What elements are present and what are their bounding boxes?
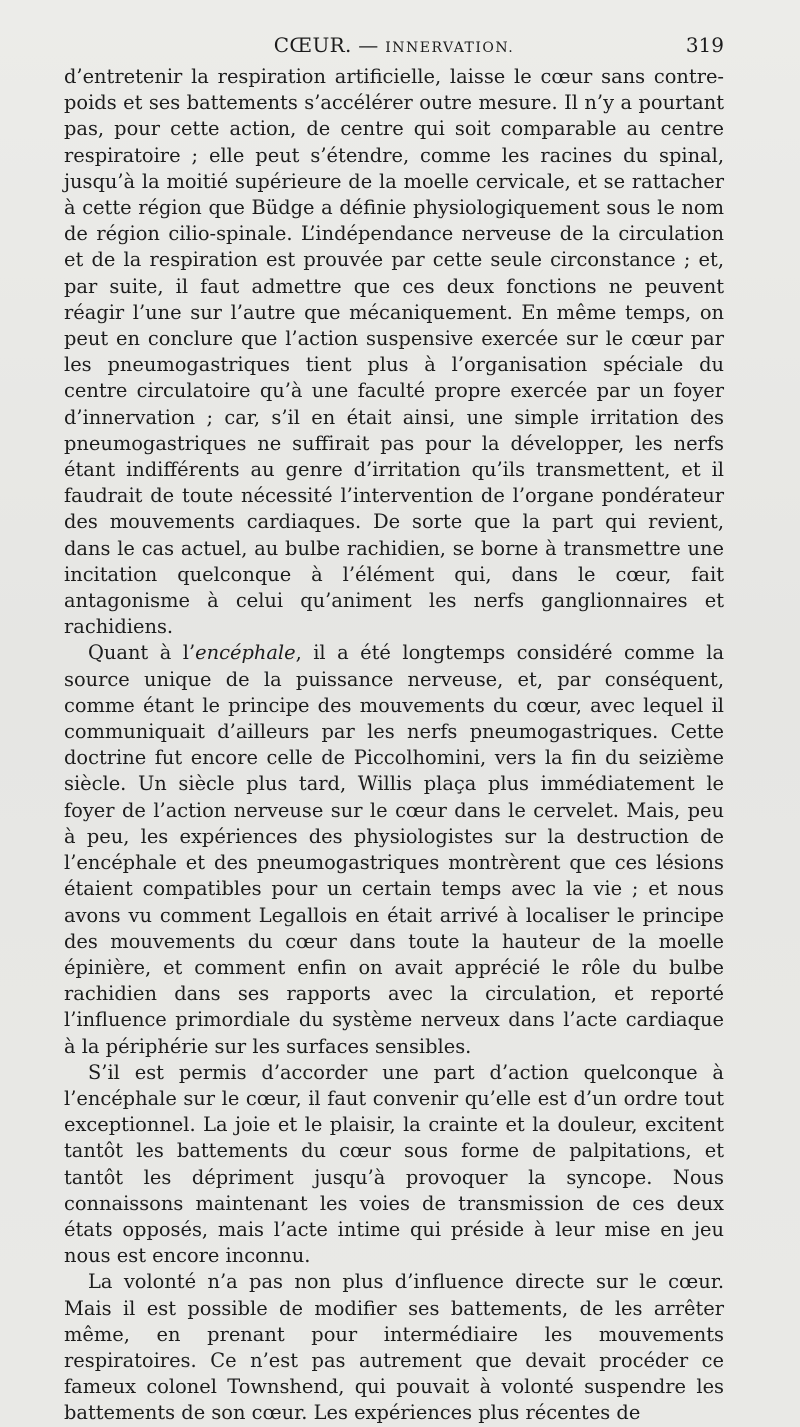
body-text <box>64 64 724 1427</box>
paragraph-4: La volonté n’a pas non plus d’influence directe sur le cœur. Mais il est possible de modifier ses battements, de les arrêter même, en prenant pour intermédiaire les mouvements respiratoires. Ce n’est pas autrement que devait procéder ce fameux colonel Townshend, qui pouvait à volonté suspendre les battements de son cœur. Les expériences plus récentes de <box>64 1270 724 1425</box>
paragraph-2-start: Quant à l’ <box>88 641 196 665</box>
paragraph-2-italic-term: encéphale <box>195 641 296 665</box>
running-title-separator: — <box>351 33 386 57</box>
paragraph-3: S’il est permis d’accorder une part d’action quelconque à l’encéphale sur le cœur, il faut convenir qu’elle est d’un ordre tout exceptionnel. La joie et le plaisir, la crainte et la douleur, excitent tantôt les battements du cœur sous forme de palpitations, et tantôt les dépriment jusqu’à provoquer la syncope. Nous connaissons maintenant les voies de transmission de ces deux états opposés, mais l’acte intime qui préside à leur mise en jeu nous est encore inconnu. <box>64 1060 724 1268</box>
paragraph-2-rest: , il a été longtemps considéré comme la source unique de la puissance nerveuse, et, par conséquent, comme étant le principe des mouvements du cœur, avec lequel il communiquait d’ailleurs par les nerfs pneumogastriques. Cette doctrine fut encore celle de Piccolhomini, vers la fin du seizième siècle. Un siècle plus tard, Willis plaça plus immédiatement le foyer de l’action nerveuse sur le cœur dans le cervelet. Mais, peu à peu, les expériences des physiologistes sur la destruction de l’encéphale et des pneumogastriques montrèrent que ces lésions étaient compatibles pour un certain temps avec la vie ; et nous avons vu comment Legallois en était arrivé à localiser le principe des mouvements du cœur dans toute la hauteur de la moelle épinière, et comment enfin on avait apprécié le rôle du bulbe rachidien dans ses rapports avec la circulation, et reporté l’influence primordiale du système nerveux dans l’acte cardiaque à la périphérie sur les surfaces sensibles. <box>64 641 725 1058</box>
paragraph-1: d’entretenir la respiration artificielle, laisse le cœur sans contre-poids et ses battements s’accélérer outre mesure. Il n’y a pourtant pas, pour cette action, de centre qui soit comparable au centre respiratoire ; elle peut s’étendre, comme les racines du spinal, jusqu’à la moitié supérieure de la moelle cervicale, et se rattacher à cette région que Büdge a définie physiologiquement sous le nom de région cilio-spinale. L’indépendance nerveuse de la circulation et de la respiration est prouvée par cette seule circonstance ; et, par suite, il faut admettre que ces deux fonctions ne peuvent réagir l’une sur l’autre que mécaniquement. En même temps, on peut en conclure que l’action suspensive exercée sur le cœur par les pneumogastriques tient plus à l’organisation spéciale du centre circulatoire qu’à une faculté propre exercée par un foyer d’innervation ; car, s’il en était ainsi, une simple irritation des pneumogastriques ne suffirait pas pour la développer, les nerfs étant indifférents au genre d’irritation qu’ils transmettent, et il faudrait de toute nécessité l’intervention de l’organe pondérateur des mouvements cardiaques. De sorte que la part qui revient, dans le cas actuel, au bulbe rachidien, se borne à transmettre une incitation quelconque à l’élément qui, dans le cœur, fait antagonisme à celui qu’animent les nerfs ganglionnaires et rachidiens. <box>64 65 724 639</box>
page-number: 319 <box>685 33 724 57</box>
running-title-sub: INNERVATION. <box>385 40 515 56</box>
running-title-main: CŒUR. <box>273 33 352 57</box>
paragraph-2 <box>64 640 724 1059</box>
page-header <box>64 30 724 60</box>
running-title <box>64 30 724 63</box>
